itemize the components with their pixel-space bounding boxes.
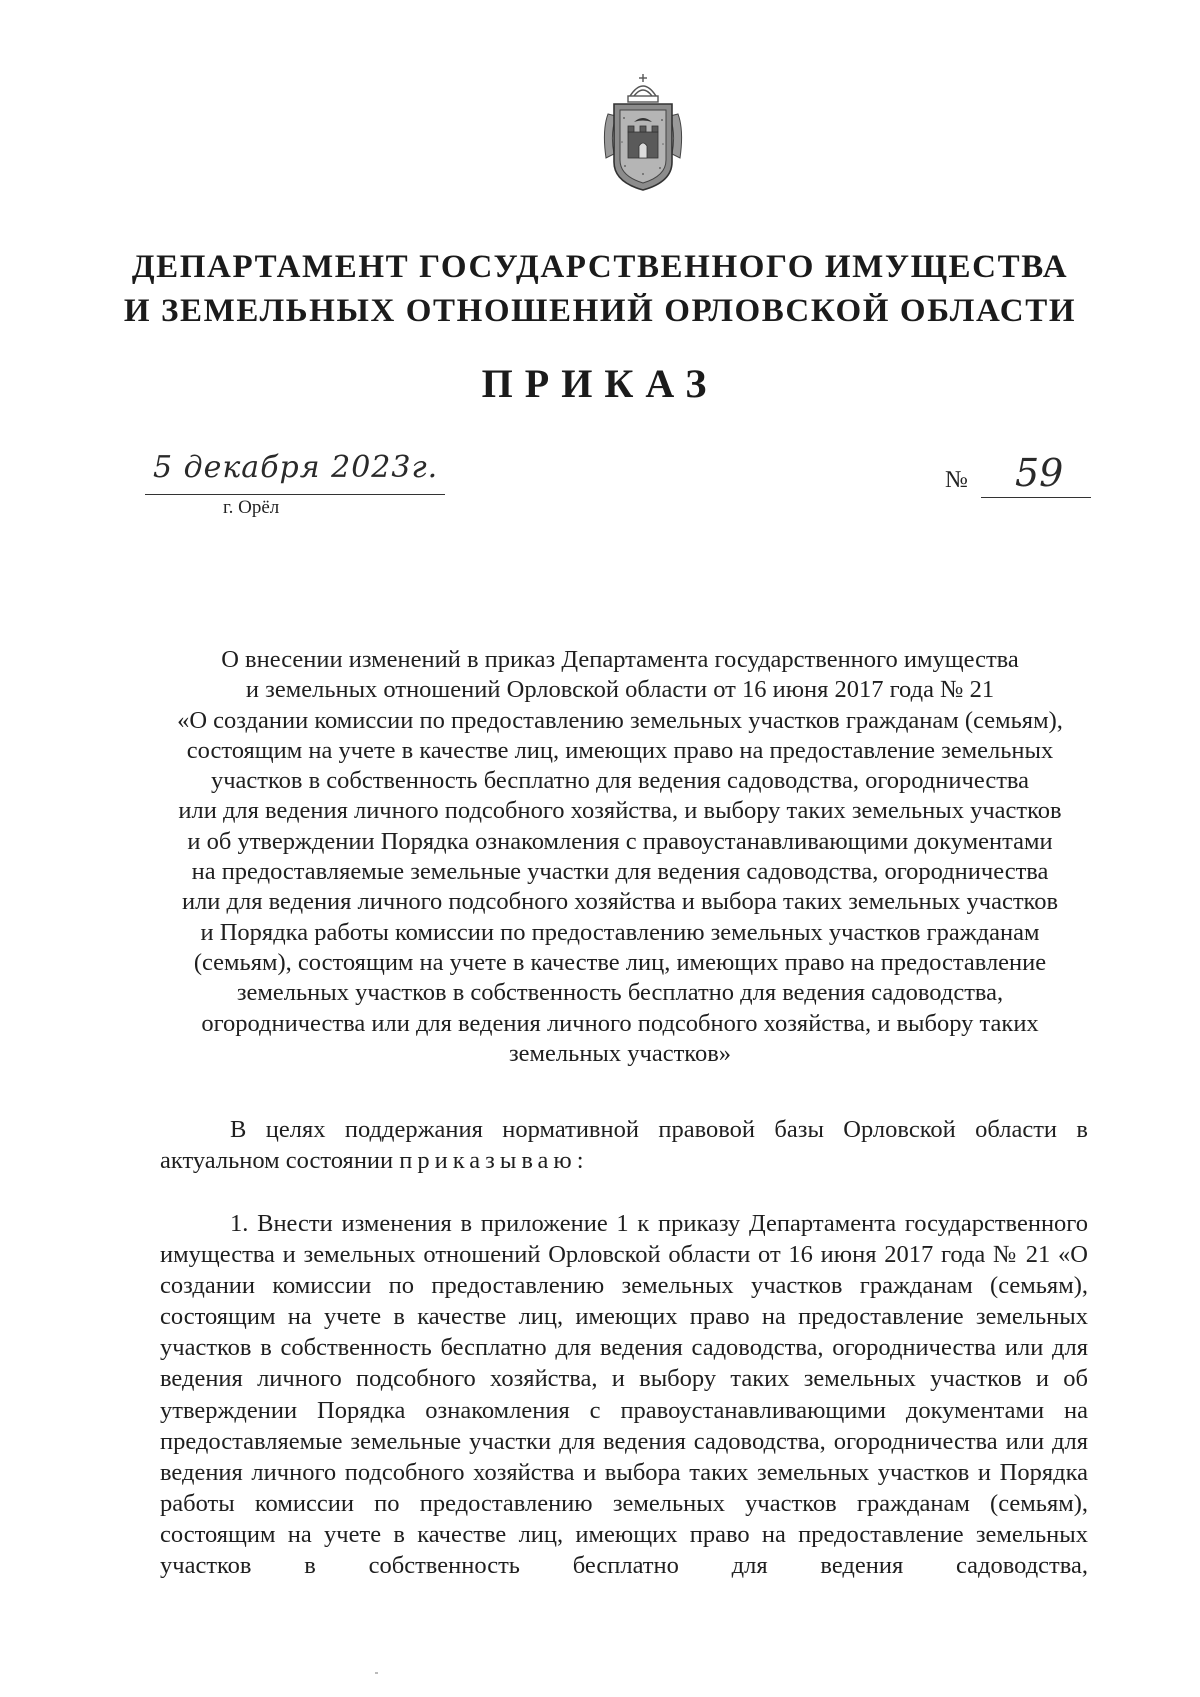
department-title	[0, 245, 1200, 333]
subject-line: участков в собственность бесплатно для ведения садоводства, огородничества	[210, 767, 1030, 795]
department-title-line-2: И ЗЕМЕЛЬНЫХ ОТНОШЕНИЙ ОРЛОВСКОЙ ОБЛАСТИ	[123, 293, 1077, 329]
subject-line: О внесении изменений в приказ Департамента государственного имущества	[221, 646, 1019, 673]
paragraph-1-text: 1. Внести изменения в приложение 1 к приказу Департамента государственного имущества и земельных отношений Орловской области от 16 июня 2017 года № 21 «О создании комиссии по предоставлению земельных участков гражданам (семьям), состоящим на учете в качестве лиц, имеющих право на предоставление земельных участков в собственность бесплатно для ведения садоводства, огородничества или для ведения личного подсобного хозяйства, и выбору таких земельных участков и об утверждении Порядка ознакомления с правоустанавливающими документами на предоставляемые земельные участки для ведения садоводства, огородничества или для ведения личного подсобного хозяйства и выбора таких земельных участков и Порядка работы комиссии по предоставлению земельных участков гражданам (семьям), состоящим на учете в качестве лиц, имеющих право на предоставление земельных участков в собственность бесплатно для ведения садоводства,	[160, 1210, 1088, 1580]
date-block	[145, 450, 465, 530]
preamble-paragraph	[160, 1114, 1088, 1176]
subject-line: состоящим на учете в качестве лиц, имеющих право на предоставление земельных	[186, 736, 1054, 764]
handwritten-date: 5 декабря 2023г.	[153, 450, 439, 485]
department-title-line-1: ДЕПАРТАМЕНТ ГОСУДАРСТВЕННОГО ИМУЩЕСТВА	[131, 249, 1069, 285]
subject-line: или для ведения личного подсобного хозяйства, и выбору таких земельных участков	[178, 797, 1062, 825]
subject-line: и земельных отношений Орловской области от 16 июня 2017 года № 21	[245, 676, 995, 704]
subject-line: земельных участков»	[508, 1039, 732, 1067]
subject-line: «О создании комиссии по предоставлению земельных участков гражданам (семьям),	[177, 706, 1063, 734]
number-block	[945, 451, 1105, 505]
subject-line: и Порядка работы комиссии по предоставлению земельных участков гражданам	[200, 918, 1040, 946]
number-sign: №	[945, 467, 968, 493]
subject-line: на предоставляемые земельные участки для ведения садоводства, огородничества	[191, 858, 1049, 886]
order-subject	[150, 645, 1090, 1069]
number-underline	[981, 497, 1091, 498]
subject-line: или для ведения личного подсобного хозяйства и выбора таких земельных участков	[181, 888, 1059, 916]
subject-line: (семьям), состоящим на учете в качестве лиц, имеющих право на предоставление	[193, 948, 1047, 976]
preamble-text: В целях поддержания нормативной правовой базы Орловской области в актуальном состоянии	[160, 1116, 1088, 1174]
scan-speck	[375, 1672, 378, 1674]
subject-line: огородничества или для ведения личного подсобного хозяйства, и выбору таких	[201, 1009, 1039, 1037]
paragraph-1	[160, 1208, 1088, 1581]
city-label: г. Орёл	[223, 497, 280, 518]
date-underline	[145, 494, 445, 495]
subject-line: земельных участков в собственность бесплатно для ведения садоводства,	[236, 979, 1004, 1007]
subject-line: и об утверждении Порядка ознакомления с правоустанавливающими документами	[187, 827, 1053, 855]
handwritten-number: 59	[1015, 451, 1064, 495]
orel-oblast-coat-of-arms-icon	[600, 70, 686, 194]
order-verb: приказываю:	[399, 1147, 589, 1174]
document-type-title: ПРИКАЗ	[481, 361, 719, 406]
